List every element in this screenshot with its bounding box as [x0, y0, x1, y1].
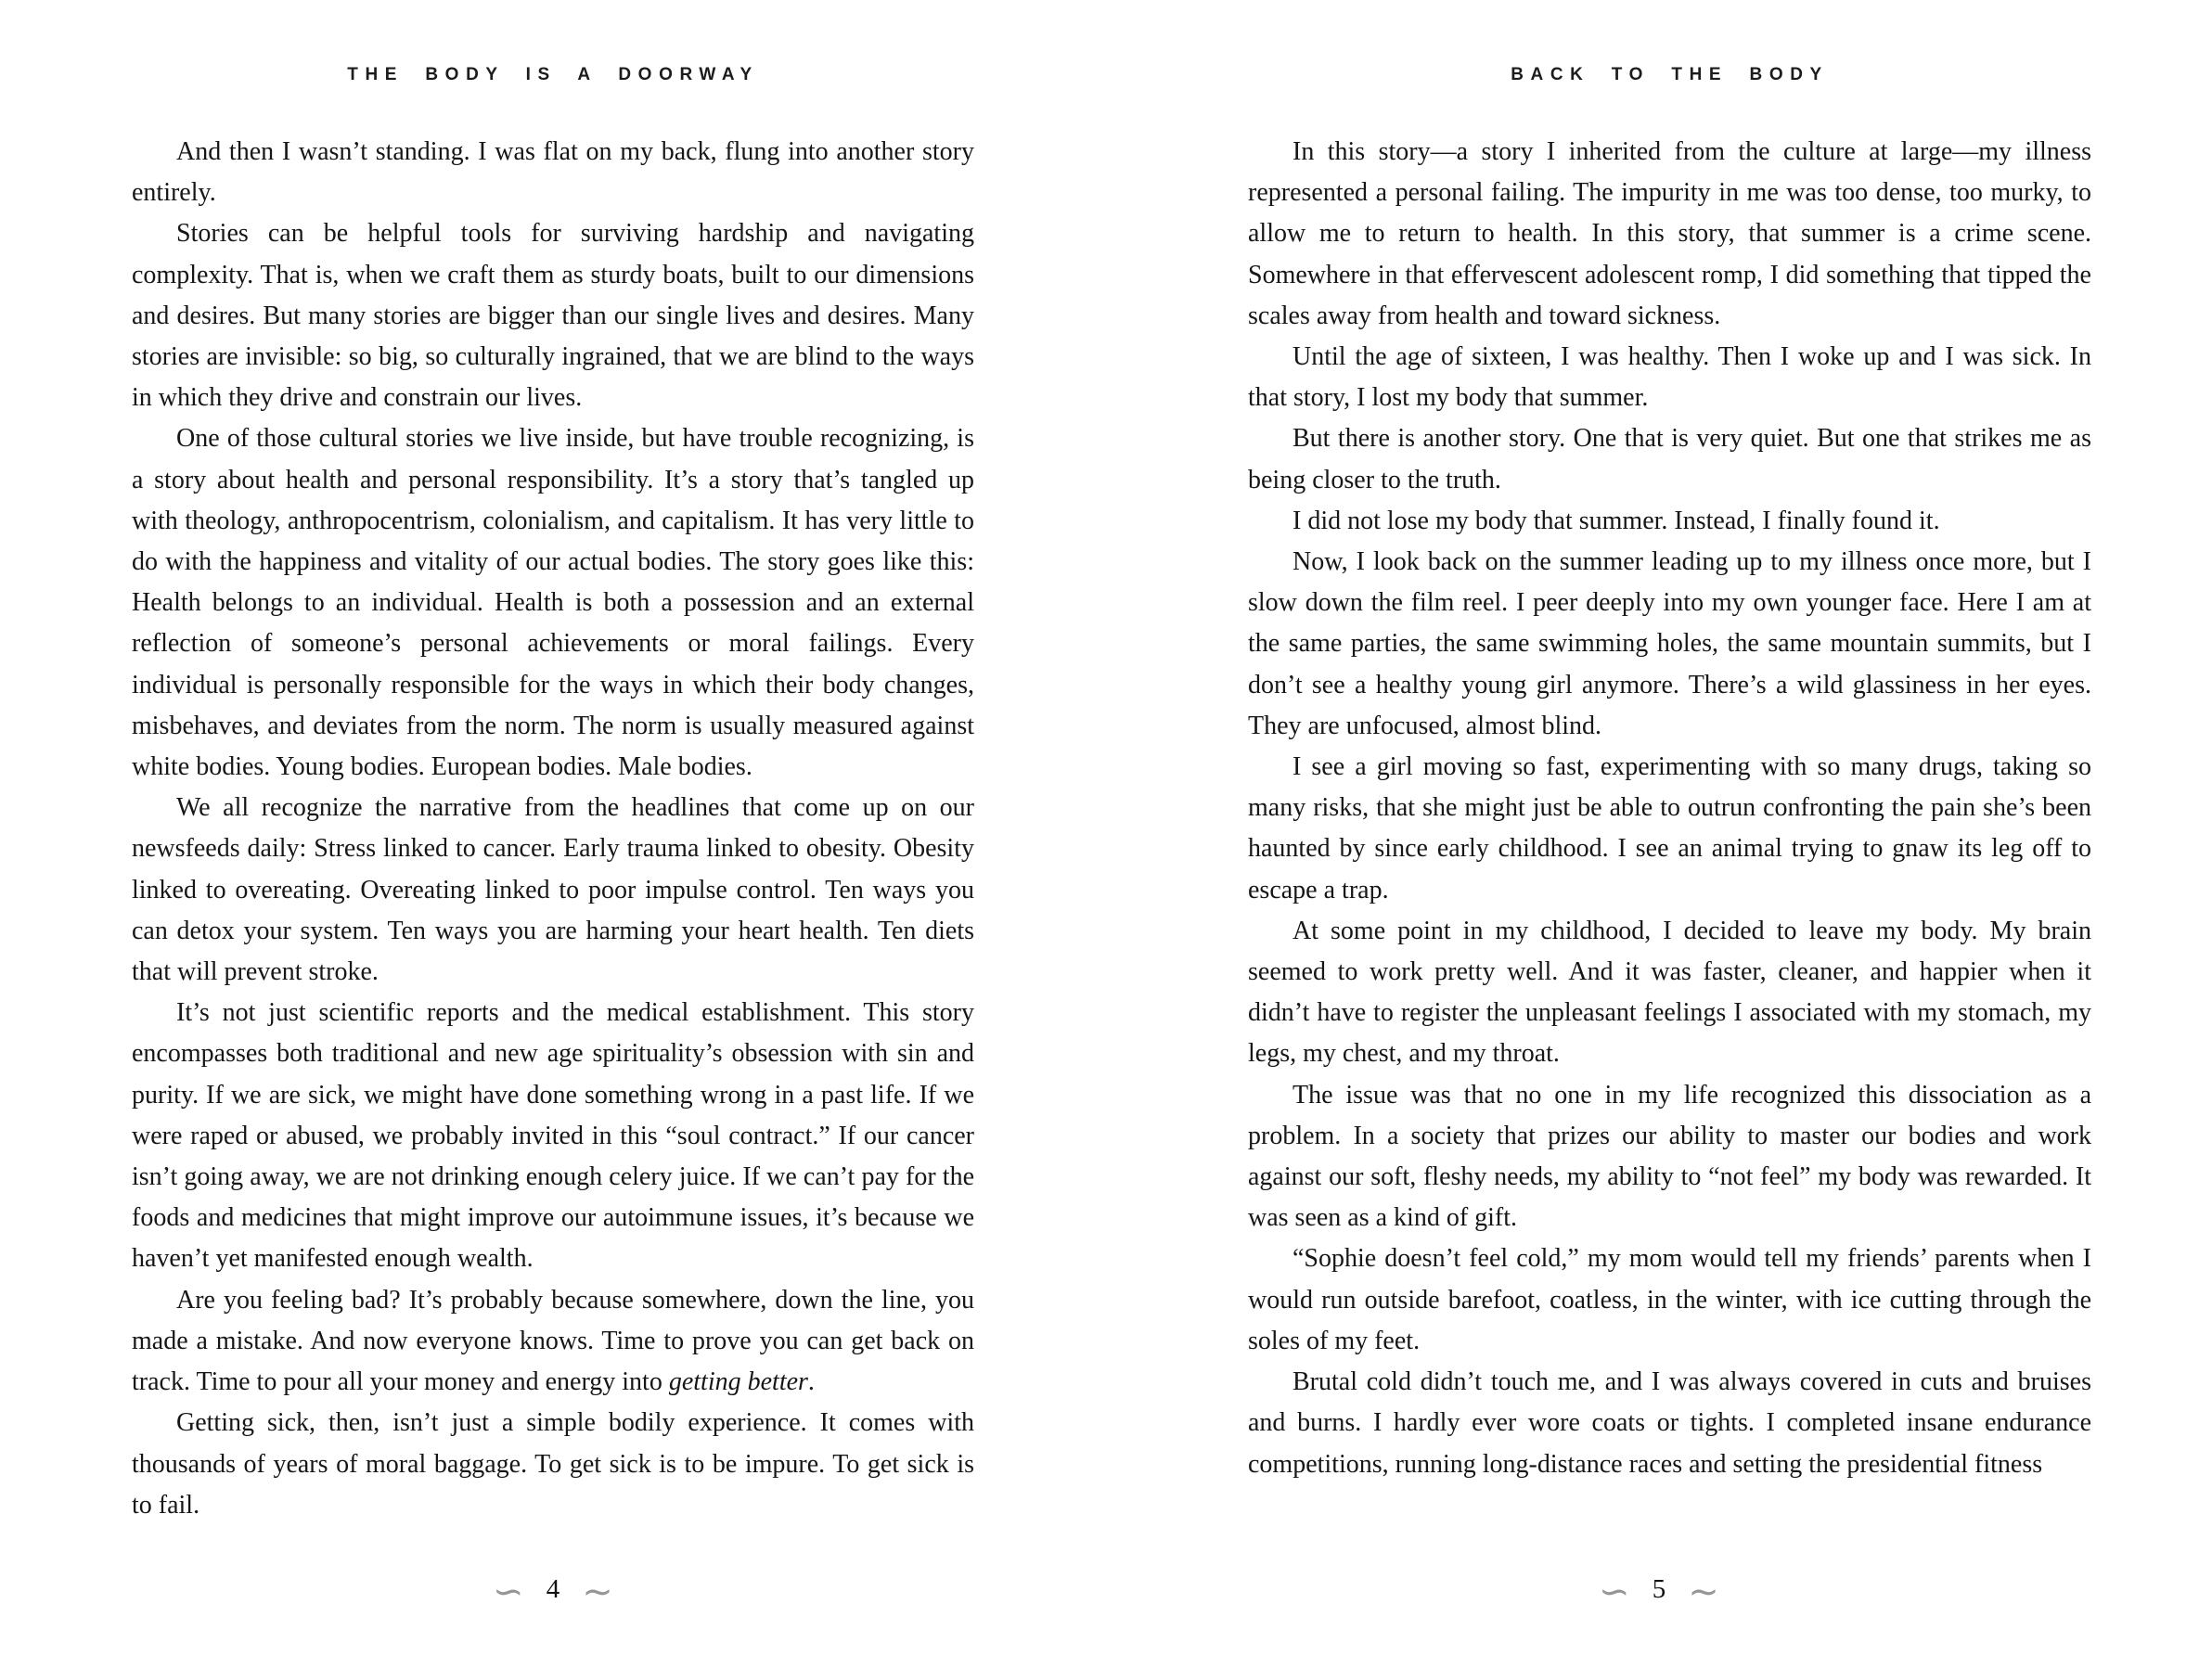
page-footer-right: ∼ 5 ∼ [1599, 1570, 1719, 1613]
running-header-left: THE BODY IS A DOORWAY [347, 65, 759, 84]
paragraph: The issue was that no one in my life recognized this dissociation as a problem. In a society that prizes our ability to master our bodies and work against our soft, fleshy needs, my ability to “not feel” my body was rewarded. It was seen as a kind of gift. [1248, 1080, 2091, 1233]
paragraph: Until the age of sixteen, I was healthy. Then I woke up and I was sick. In that story, I lost my body that summer. [1248, 342, 2091, 413]
paragraph: But there is another story. One that is very quiet. But one that strikes me as being closer to the truth. [1248, 424, 2091, 494]
text-segment: Are you feeling bad? It’s probably because somewhere, down the line, you made a mistake. And now everyone knows. Time to prove you can get back on track. Time to pour all your money and energy into [132, 1285, 974, 1397]
paragraph: We all recognize the narrative from the headlines that come up on our newsfeeds daily: Stress linked to cancer. Early trauma linked to obesity. Obesity linked to overeating. Overeating linked to poor impulse control. Ten ways you can detox your system. Ten ways you are harming your heart health. Ten diets that will prevent stroke. [132, 793, 974, 987]
italic-text-segment: getting better [668, 1367, 808, 1397]
body-text-left [132, 132, 974, 1526]
paragraph: “Sophie doesn’t feel cold,” my mom would tell my friends’ parents when I would run outside barefoot, coatless, in the winter, with ice cutting through the soles of my feet. [1248, 1244, 2091, 1355]
paragraph: In this story—a story I inherited from the culture at large—my illness represented a personal failing. The impurity in me was too dense, too murky, to allow me to return to health. In this story, that summer is a crime scene. Somewhere in that effervescent adolescent romp, I did something that tipped the scales away from health and toward sickness. [1248, 137, 2091, 330]
page-footer-left: ∼ 4 ∼ [493, 1570, 613, 1613]
paragraph: At some point in my childhood, I decided to leave my body. My brain seemed to work pretty well. And it was faster, cleaner, and happier when it didn’t have to register the unpleasant feelings I associated with my stomach, my legs, my chest, and my throat. [1248, 916, 2091, 1069]
paragraph: It’s not just scientific reports and the medical establishment. This story encompasses both traditional and new age spirituality’s obsession with sin and purity. If we are sick, we might have done something wrong in a past life. If we were raped or abused, we probably invited in this “soul contract.” If our cancer isn’t going away, we are not drinking enough celery juice. If we can’t pay for the foods and medicines that might improve our autoimmune issues, it’s because we haven’t yet manifested enough wealth. [132, 998, 974, 1274]
running-header-right: BACK TO THE BODY [1511, 65, 1829, 84]
paragraph: I did not lose my body that summer. Instead, I finally found it. [1292, 506, 1940, 535]
page-number: 5 [1652, 1574, 1666, 1604]
paragraph: And then I wasn’t standing. I was flat on my back, flung into another story entirely. [132, 137, 974, 208]
paragraph: Now, I look back on the summer leading up to my illness once more, but I slow down the film reel. I peer deeply into my own younger face. Here I am at the same parties, the same swimming holes, the same mountain summits, but I don’t see a healthy young girl anymore. There’s a wild glassiness in her eyes. They are unfocused, almost blind. [1248, 547, 2091, 740]
page-number: 4 [546, 1574, 560, 1604]
paragraph [132, 1280, 974, 1404]
paragraph: Getting sick, then, isn’t just a simple bodily experience. It comes with thousands of years of moral baggage. To get sick is to be impure. To get sick is to fail. [132, 1408, 974, 1520]
paragraph: Brutal cold didn’t touch me, and I was always covered in cuts and bruises and burns. I hardly ever wore coats or tights. I completed insane endurance competitions, running long-distance races and setting the presidential fitness [1248, 1367, 2091, 1479]
text-segment: . [807, 1367, 815, 1397]
page-right [1106, 0, 2212, 1655]
paragraph: Stories can be helpful tools for surviving hardship and navigating complexity. That is, when we craft them as sturdy boats, built to our dimensions and desires. But many stories are bigger than our single lives and desires. Many stories are invisible: so big, so culturally ingrained, that we are blind to the ways in which they drive and constrain our lives. [132, 219, 974, 413]
body-text-right [1248, 132, 2091, 1485]
paragraph: I see a girl moving so fast, experimenting with so many drugs, taking so many risks, that she might just be able to outrun confronting the pain she’s been haunted by since early childhood. I see an animal trying to gnaw its leg off to escape a trap. [1248, 752, 2091, 904]
paragraph: One of those cultural stories we live inside, but have trouble recognizing, is a story about health and personal responsibility. It’s a story that’s tangled up with theology, anthropocentrism, colonialism, and capitalism. It has very little to do with the happiness and vitality of our actual bodies. The story goes like this: Health belongs to an individual. Health is both a possession and an external reflection of someone’s personal achievements or moral failings. Every individual is personally responsible for the ways in which their body changes, misbehaves, and deviates from the norm. The norm is usually measured against white bodies. Young bodies. European bodies. Male bodies. [132, 424, 974, 782]
